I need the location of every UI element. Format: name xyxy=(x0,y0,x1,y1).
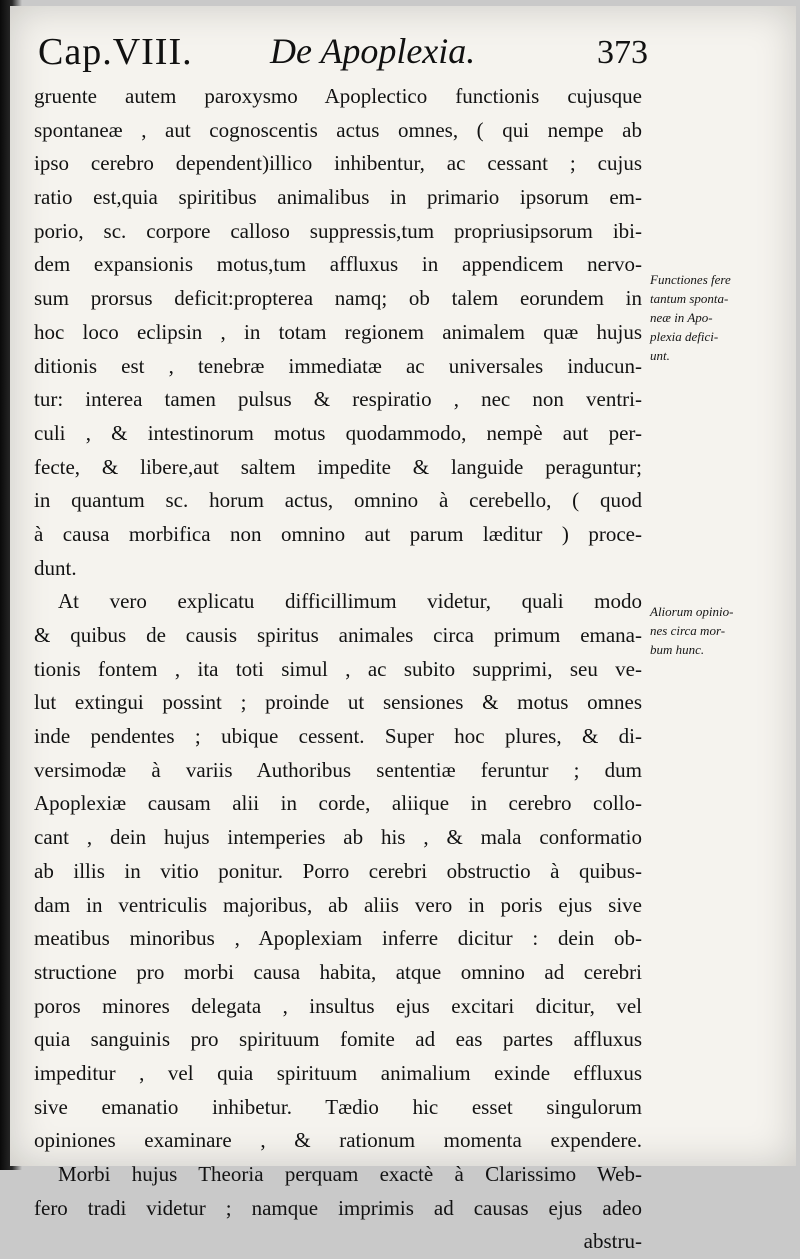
marginal-note-line: plexia defici- xyxy=(650,329,719,344)
text-line: cant , dein hujus intemperies ab his , & mala conformatio xyxy=(34,825,642,850)
running-header xyxy=(38,28,648,80)
body-text xyxy=(34,80,642,1259)
text-line: Apoplexiæ causam alii in corde, aliique in cerebro collo- xyxy=(34,791,642,816)
marginal-note-opiniones xyxy=(650,602,780,659)
text-line: fero tradi videtur ; namque imprimis ad causas ejus adeo xyxy=(34,1195,642,1220)
text-line: gruente autem paroxysmo Apoplectico functionis cujusque xyxy=(34,84,642,108)
text-line: dem expansionis motus,tum affluxus in appendicem nervo- xyxy=(34,252,642,277)
text-line: porio, sc. corpore calloso suppressis,tum propriusipsorum ibi- xyxy=(34,218,642,243)
marginal-note-line: unt. xyxy=(650,348,670,363)
text-line: dam in ventriculis majoribus, ab aliis vero in poris ejus sive xyxy=(34,892,642,917)
marginal-note-line: nes circa mor- xyxy=(650,623,726,638)
text-line: impeditur , vel quia spirituum animalium exinde effluxus xyxy=(34,1060,642,1085)
text-line: hoc loco eclipsin , in totam regionem animalem quæ hujus xyxy=(34,319,642,344)
text-line: fecte, & libere,aut saltem impedite & languide peraguntur; xyxy=(34,454,642,479)
text-line: sive emanatio inhibetur. Tædio hic esset singulorum xyxy=(34,1094,642,1119)
text-line: tionis fontem , ita toti simul , ac subito supprimi, seu ve- xyxy=(34,656,642,681)
marginal-note-line: tantum sponta- xyxy=(650,291,729,306)
text-line: At vero explicatu difficillimum videtur, quali modo xyxy=(58,589,642,614)
text-line: in quantum sc. horum actus, omnino à cerebello, ( quod xyxy=(34,488,642,513)
text-line: culi , & intestinorum motus quodammodo, nempè aut per- xyxy=(34,420,642,445)
text-line: à causa morbifica non omnino aut parum læditur ) proce- xyxy=(34,521,642,546)
catchword: abstru- xyxy=(583,1229,642,1254)
text-line: versimodæ à variis Authoribus sententiæ feruntur ; dum xyxy=(34,757,642,782)
chapter-heading: Cap.VIII. xyxy=(38,31,193,73)
text-line: ratio est,quia spiritibus animalibus in primario ipsorum em- xyxy=(34,185,642,210)
text-line: poros minores delegata , insultus ejus excitari dicitur, vel xyxy=(34,993,642,1018)
marginal-note-line: bum hunc. xyxy=(650,642,705,657)
marginal-note-line: Aliorum opinio- xyxy=(650,604,734,619)
text-line: sum prorsus deficit:propterea namq; ob talem eorundem in xyxy=(34,286,642,311)
marginal-note-line: Functiones fere xyxy=(650,272,731,287)
text-line: dunt. xyxy=(34,555,77,580)
page-number: 373 xyxy=(597,34,648,71)
page-title: De Apoplexia. xyxy=(270,31,476,71)
text-line: quia sanguinis pro spirituum fomite ad eas partes affluxus xyxy=(34,1027,642,1052)
text-line: opiniones examinare , & rationum momenta expendere. xyxy=(34,1128,642,1153)
text-line: ditionis est , tenebræ immediatæ ac universales inducun- xyxy=(34,353,642,378)
text-line: ab illis in vitio ponitur. Porro cerebri obstructio à quibus- xyxy=(34,858,642,883)
text-line: inde pendentes ; ubique cessent. Super hoc plures, & di- xyxy=(34,724,642,749)
marginal-note-functiones xyxy=(650,270,780,365)
text-line: ipso cerebro dependent)illico inhibentur, ac cessant ; cujus xyxy=(34,151,642,176)
text-line: meatibus minoribus , Apoplexiam inferre dicitur : dein ob- xyxy=(34,926,642,951)
text-line: & quibus de causis spiritus animales circa primum emana- xyxy=(34,623,642,647)
text-line: spontaneæ , aut cognoscentis actus omnes, ( qui nempe ab xyxy=(34,117,642,142)
marginal-note-line: neæ in Apo- xyxy=(650,310,713,325)
text-line: Morbi hujus Theoria perquam exactè à Clarissimo Web- xyxy=(58,1162,642,1186)
text-line: lut extingui possint ; proinde ut sensiones & motus omnes xyxy=(34,690,642,715)
text-line: tur: interea tamen pulsus & respiratio , nec non ventri- xyxy=(34,387,642,412)
text-line: structione pro morbi causa habita, atque omnino ad cerebri xyxy=(34,959,642,984)
